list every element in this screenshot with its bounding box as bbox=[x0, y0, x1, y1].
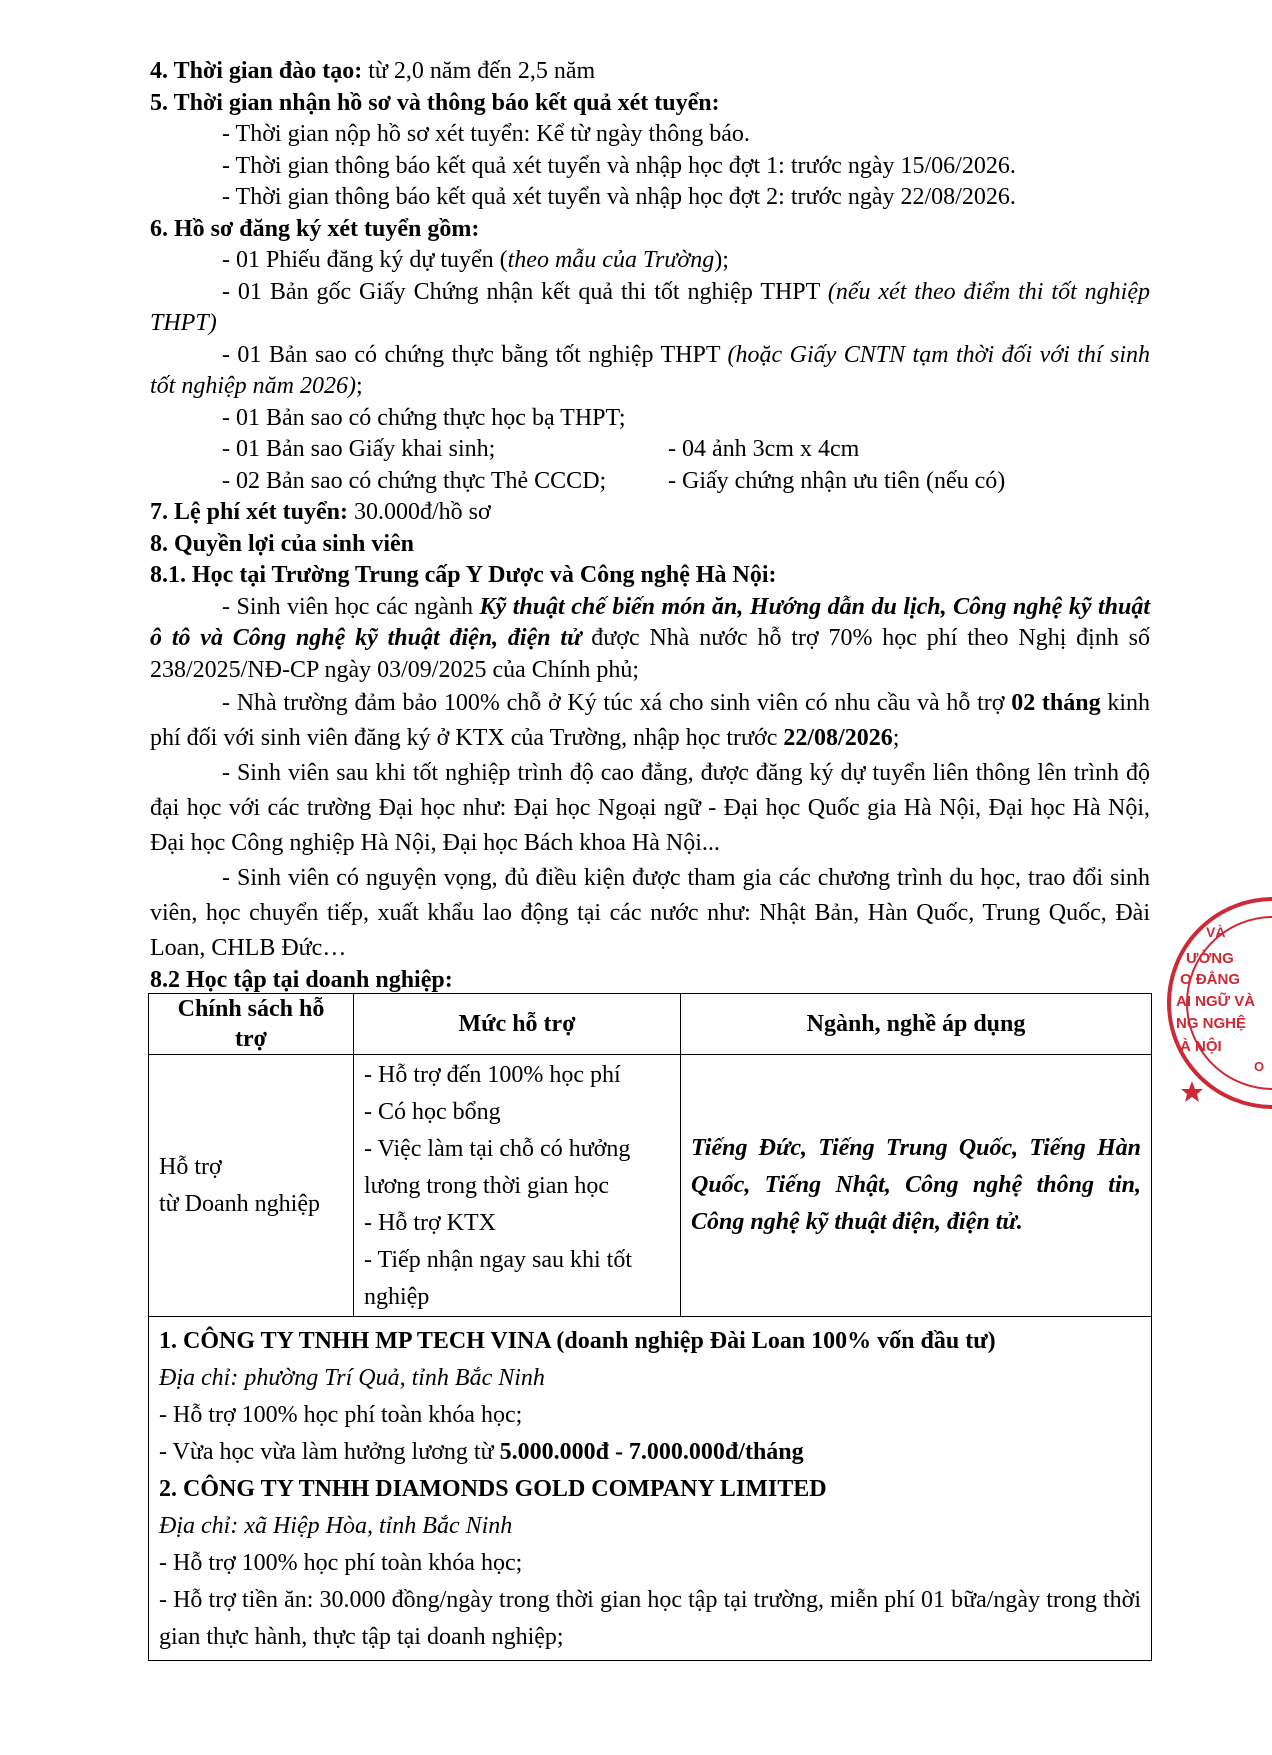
support-cell bbox=[354, 1055, 681, 1317]
list-item: - Hỗ trợ KTX bbox=[364, 1210, 496, 1236]
document-body bbox=[150, 56, 1150, 994]
list-item: - Thời gian thông báo kết quả xét tuyển và nhập học đợt 2: trước ngày 22/08/2026. bbox=[222, 184, 1016, 210]
list-item: - Hỗ trợ đến 100% học phí bbox=[364, 1062, 621, 1088]
table-header: Mức hỗ trợ bbox=[354, 994, 681, 1055]
list-item: - Tiếp nhận ngay sau khi tốt nghiệp bbox=[364, 1247, 632, 1310]
companies-cell bbox=[149, 1317, 1152, 1661]
section-8-1-title: 8.1. Học tại Trường Trung cấp Y Dược và Công nghệ Hà Nội: bbox=[150, 562, 777, 588]
company-name: 1. CÔNG TY TNHH MP TECH VINA (doanh nghiệp Đài Loan 100% vốn đầu tư) bbox=[159, 1328, 996, 1354]
list-item: - 01 Bản sao có chứng thực học bạ THPT; bbox=[222, 404, 626, 431]
school-stamp bbox=[1148, 893, 1272, 1113]
table-header-row bbox=[149, 994, 1152, 1055]
list-item: - 01 Phiếu đăng ký dự tuyển (theo mẫu của Trường); bbox=[222, 247, 729, 273]
majors-cell: Tiếng Đức, Tiếng Trung Quốc, Tiếng Hàn Quốc, Tiếng Nhật, Công nghệ thông tin, Công nghệ kỹ thuật điện, điện tử. bbox=[681, 1055, 1152, 1317]
list-item-pair: - 01 Bản sao Giấy khai sinh; - 04 ảnh 3cm x 4cm bbox=[222, 436, 860, 462]
section-8-2-title: 8.2 Học tập tại doanh nghiệp: bbox=[150, 967, 453, 993]
table-row bbox=[149, 1317, 1152, 1661]
list-item: - Thời gian thông báo kết quả xét tuyển và nhập học đợt 1: trước ngày 15/06/2026. bbox=[222, 152, 1016, 179]
section-5-title: 5. Thời gian nhận hồ sơ và thông báo kết quả xét tuyển: bbox=[150, 89, 720, 116]
policy-cell: Hỗ trợ từ Doanh nghiệp bbox=[149, 1055, 354, 1317]
list-item: - Hỗ trợ tiền ăn: 30.000 đồng/ngày trong thời gian học tập tại trường, miễn phí 01 bữa/ngày trong thời gian thực hành, thực tập tại doanh nghiệp; bbox=[159, 1587, 1141, 1650]
benefit-paragraph: - Nhà trường đảm bảo 100% chỗ ở Ký túc xá cho sinh viên có nhu cầu và hỗ trợ 02 tháng kinh phí đối với sinh viên đăng ký ở KTX của Trường, nhập học trước 22/08/2026; bbox=[150, 690, 1151, 751]
list-item: - 01 Bản gốc Giấy Chứng nhận kết quả thi tốt nghiệp THPT (nếu xét theo điểm thi tốt nghiệp THPT) bbox=[150, 278, 1150, 336]
benefit-paragraph: - Sinh viên học các ngành Kỹ thuật chế biến món ăn, Hướng dẫn du lịch, Công nghệ kỹ thuật ô tô và Công nghệ kỹ thuật điện, điện tử được Nhà nước hỗ trợ 70% học phí theo Nghị định số 238/2025/NĐ-CP ngày 03/09/2025 của Chính phủ; bbox=[150, 593, 1151, 683]
list-item: - Việc làm tại chỗ có hưởng lương trong thời gian học bbox=[364, 1136, 631, 1199]
stamp-text: ƯỜNG bbox=[1186, 950, 1234, 967]
table-header: Ngành, nghề áp dụng bbox=[681, 994, 1152, 1055]
star-icon bbox=[1181, 1081, 1203, 1102]
company-address: Địa chỉ: phường Trí Quả, tỉnh Bắc Ninh bbox=[159, 1365, 545, 1391]
stamp-text: O bbox=[1254, 1059, 1265, 1074]
section-6-title: 6. Hồ sơ đăng ký xét tuyển gồm: bbox=[150, 215, 480, 242]
list-item: - Hỗ trợ 100% học phí toàn khóa học; bbox=[159, 1550, 523, 1576]
company-name: 2. CÔNG TY TNHH DIAMONDS GOLD COMPANY LIMITED bbox=[159, 1476, 827, 1502]
list-item: - Thời gian nộp hồ sơ xét tuyển: Kể từ ngày thông báo. bbox=[222, 121, 750, 147]
list-item: - Có học bổng bbox=[364, 1099, 501, 1125]
stamp-text: À NỘI bbox=[1180, 1038, 1222, 1055]
stamp-text: AI NGỮ VÀ bbox=[1176, 993, 1256, 1010]
stamp-text: NG NGHỆ bbox=[1176, 1015, 1247, 1032]
section-8-title: 8. Quyền lợi của sinh viên bbox=[150, 530, 415, 557]
benefit-paragraph: - Sinh viên sau khi tốt nghiệp trình độ cao đẳng, được đăng ký dự tuyển liên thông lên trình độ đại học với các trường Đại học như: Đại học Ngoại ngữ - Đại học Quốc gia Hà Nội, Đại học Hà Nội, Đại học Công nghiệp Hà Nội, Đại học Bách khoa Hà Nội... bbox=[150, 760, 1150, 856]
company-address: Địa chỉ: xã Hiệp Hòa, tỉnh Bắc Ninh bbox=[159, 1513, 513, 1539]
list-item: - Hỗ trợ 100% học phí toàn khóa học; bbox=[159, 1402, 523, 1428]
stamp-text: O ĐẲNG bbox=[1180, 971, 1240, 988]
benefit-paragraph: - Sinh viên có nguyện vọng, đủ điều kiện được tham gia các chương trình du học, trao đổi sinh viên, học chuyển tiếp, xuất khẩu lao động tại các nước như: Nhật Bản, Hàn Quốc, Trung Quốc, Đài Loan, CHLB Đức… bbox=[150, 865, 1150, 961]
table-row bbox=[149, 1055, 1152, 1317]
section-4: 4. Thời gian đào tạo: từ 2,0 năm đến 2,5 năm bbox=[150, 58, 596, 84]
list-item-pair: - 02 Bản sao có chứng thực Thẻ CCCD; - Giấy chứng nhận ưu tiên (nếu có) bbox=[222, 467, 1006, 494]
enterprise-support-table bbox=[148, 993, 1152, 1661]
table-header: Chính sách hỗ trợ bbox=[149, 994, 354, 1055]
list-item: - Vừa học vừa làm hưởng lương từ 5.000.000đ - 7.000.000đ/tháng bbox=[159, 1439, 804, 1465]
list-item: - 01 Bản sao có chứng thực bằng tốt nghiệp THPT (hoặc Giấy CNTN tạm thời đối với thí sinh tốt nghiệp năm 2026); bbox=[150, 341, 1150, 399]
stamp-text: VÀ bbox=[1206, 924, 1226, 940]
section-7: 7. Lệ phí xét tuyển: 30.000đ/hồ sơ bbox=[150, 499, 491, 525]
